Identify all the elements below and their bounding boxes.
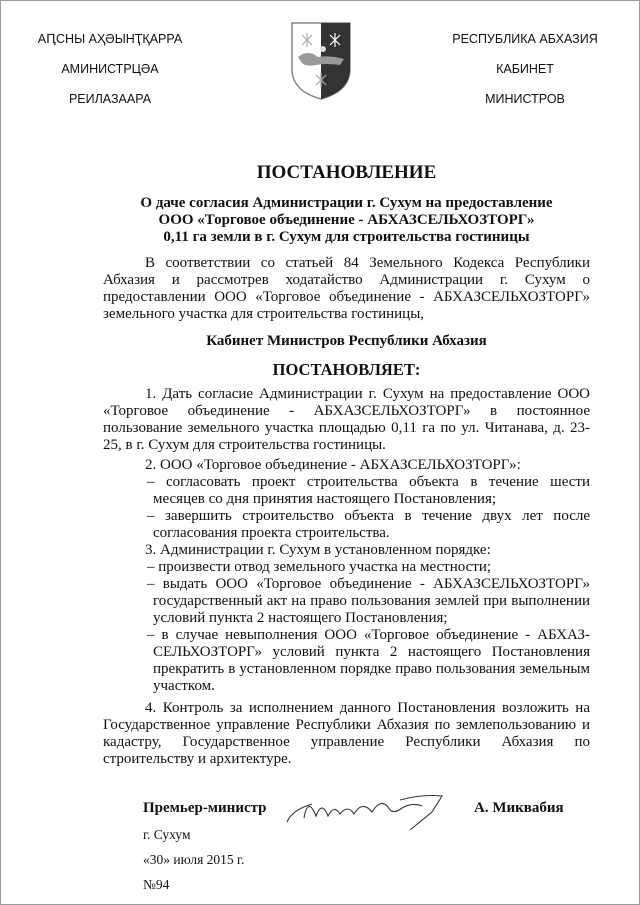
list-item: – произвести отвод земельного участка на местности; [147,559,492,575]
preamble: В соответствии со статьей 84 Земельного Кодекса Республики Абхазия и рассмотрев ходатайство Администрации г. Сухум о предоставлении ООО «Торговое объединение - АБХАЗСЕЛЬХОЗТОРГ» земельного участка для строительства гостиницы, [103,255,590,322]
list-item: – согласовать проект строительства объекта в течение шести месяцев со дня принятия настоящего Постановления; [147,474,590,507]
header-left-line: АԤСНЫ АҲӘЫНҬҚАРРА [37,32,183,46]
header-left [10,24,210,114]
header-left-line: АМИНИСТРЦӘА [61,62,159,76]
signatory-position: Премьер-министр [143,800,267,816]
handwritten-signature-icon [282,790,452,835]
document-title: ПОСТАНОВЛЕНИЕ [256,162,437,183]
signatory-name: А. Миквабия [474,800,564,816]
item-1: 1. Дать согласие Администрации г. Сухум на предоставление ООО «Торговое объединение - АБХАЗСЕЛЬХОЗТОРГ» в постоянное пользование земельного участка площадью 0,11 га по ул. Читанава, д. 23-25, в г. Сухум для строительства гостиницы. [103,386,590,453]
item-2-list [103,474,590,542]
body-heading: Кабинет Министров Республики Абхазия [206,333,487,349]
list-item: – выдать ООО «Торговое объединение - АБХАЗСЕЛЬХОЗТОРГ» государственный акт на право пользования землей при выполнении условий пункта 2 настоящего Постановления; [147,576,590,626]
header-right-line: РЕСПУБЛИКА АБХАЗИЯ [452,32,598,46]
signing-place: г. Сухум [143,827,191,842]
header-right [425,24,625,114]
header-right-line: МИНИСТРОВ [485,92,565,106]
item-3: 3. Администрации г. Сухум в установленном порядке: [145,542,491,558]
document-number: №94 [143,877,170,892]
signing-date: «30» июля 2015 г. [143,852,245,867]
item-4: 4. Контроль за исполнением данного Постановления возложить на Государственное управление Республики Абхазия по землепользованию и кадастру, Государственное управление Республики Абхазия по строительству и архитектуре. [103,700,590,767]
list-item: – завершить строительство объекта в течение двух лет после согласования проекта строительства. [147,508,590,541]
item-2: 2. ООО «Торговое объединение - АБХАЗСЕЛЬХОЗТОРГ»: [145,457,521,473]
list-item: – в случае невыполнения ООО «Торговое объединение - АБХАЗ-СЕЛЬХОЗТОРГ» условий пункта 2 настоящего Постановления прекратить в установленном порядке право пользования земельным участком. [147,627,590,694]
header-right-line: КАБИНЕТ [496,62,554,76]
item-3-list [103,559,590,695]
document-subtitle [103,195,590,246]
subtitle-line: ООО «Торговое объединение - АБХАЗСЕЛЬХОЗТОРГ» [158,212,535,228]
subtitle-line: О даче согласия Администрации г. Сухум на предоставление [140,195,553,211]
subtitle-line: 0,11 га земли в г. Сухум для строительства гостиницы [163,229,530,245]
header-left-line: РЕИЛАЗААРА [68,92,152,106]
coat-of-arms-icon [290,19,352,101]
decree-heading: ПОСТАНОВЛЯЕТ: [272,360,421,379]
